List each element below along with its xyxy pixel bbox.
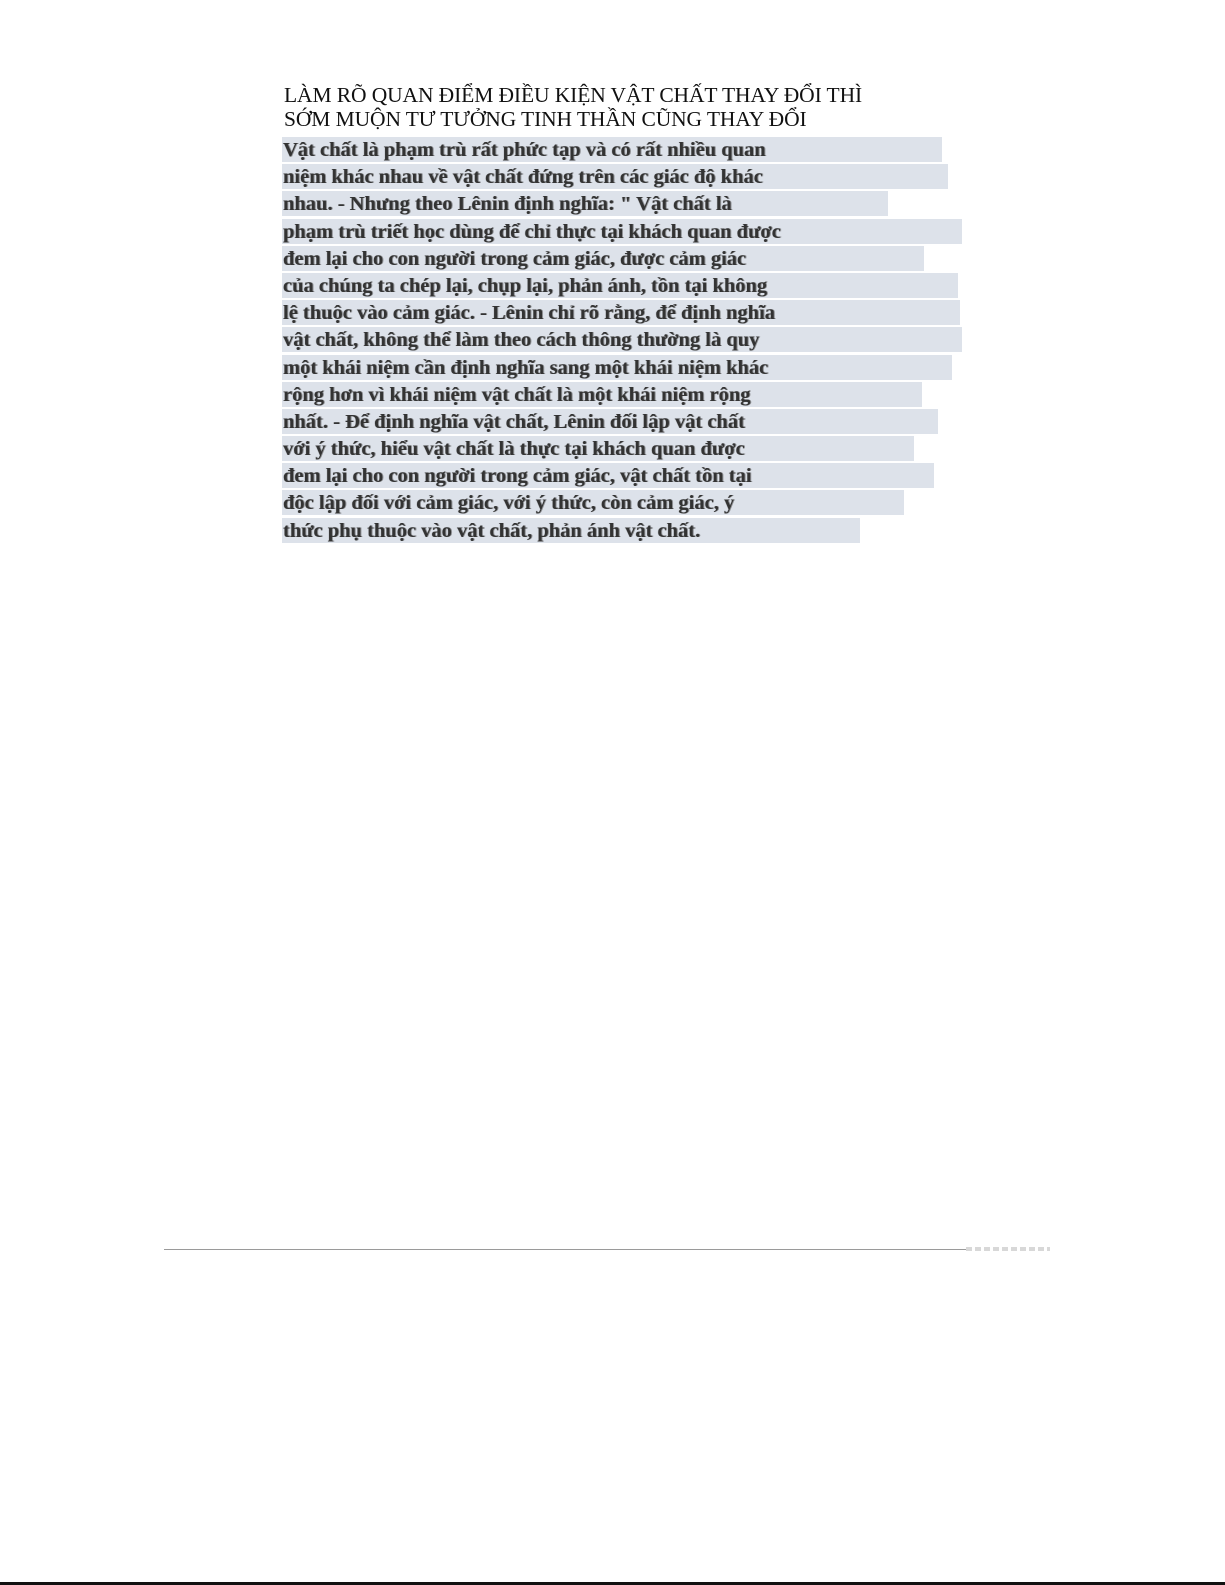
body-line: [282, 219, 982, 246]
body-line-text: độc lập đối với cảm giác, với ý thức, còn cảm giác, ý: [283, 492, 735, 515]
body-line-text: vật chất, không thể làm theo cách thông thường là quy: [283, 329, 760, 352]
body-line-text: thức phụ thuộc vào vật chất, phản ánh vật chất.: [283, 519, 701, 542]
body-line: [282, 327, 982, 354]
body-line: [282, 463, 982, 490]
body-line: [282, 382, 982, 409]
body-line: [282, 164, 982, 191]
body-line: [282, 409, 982, 436]
body-line-text: với ý thức, hiểu vật chất là thực tại khách quan được: [283, 438, 745, 461]
body-line-text: Vật chất là phạm trù rất phức tạp và có rất nhiều quan: [283, 139, 766, 161]
body-line: [282, 273, 982, 300]
body-line-text: rộng hơn vì khái niệm vật chất là một khái niệm rộng: [283, 383, 751, 406]
body-line-text: một khái niệm cần định nghĩa sang một khái niệm khác: [283, 356, 769, 379]
body-line: [282, 300, 982, 327]
title-line-1: LÀM RÕ QUAN ĐIỂM ĐIỀU KIỆN VẬT CHẤT THAY ĐỔI THÌ: [284, 83, 863, 107]
body-line-text: đem lại cho con người trong cảm giác, được cảm giác: [283, 247, 747, 270]
title-line-2: SỚM MUỘN TƯ TƯỞNG TINH THẦN CŨNG THAY ĐỔI: [284, 107, 807, 131]
document-title: [284, 83, 924, 131]
body-line-text: phạm trù triết học dùng để chỉ thực tại khách quan được: [283, 220, 781, 243]
body-line-text: đem lại cho con người trong cảm giác, vật chất tồn tại: [283, 465, 752, 488]
footer-divider: [164, 1249, 1050, 1250]
body-line: [282, 137, 982, 164]
body-line: [282, 246, 982, 273]
body-line-text: nhất. - Để định nghĩa vật chất, Lênin đối lập vật chất: [283, 410, 745, 433]
body-line: [282, 518, 982, 545]
body-line-text: lệ thuộc vào cảm giác. - Lênin chỉ rõ rằng, để định nghĩa: [283, 302, 776, 325]
body-line: [282, 490, 982, 517]
footer-faint-mark: [966, 1247, 1050, 1251]
body-paragraph: [282, 137, 982, 545]
body-line: [282, 436, 982, 463]
body-line-text: nhau. - Nhưng theo Lênin định nghĩa: " Vật chất là: [283, 193, 732, 216]
body-line-text: niệm khác nhau về vật chất đứng trên các giác độ khác: [283, 166, 763, 189]
body-line-text: của chúng ta chép lại, chụp lại, phản ánh, tồn tại không: [283, 274, 768, 297]
body-line: [282, 191, 982, 218]
body-line: [282, 355, 982, 382]
